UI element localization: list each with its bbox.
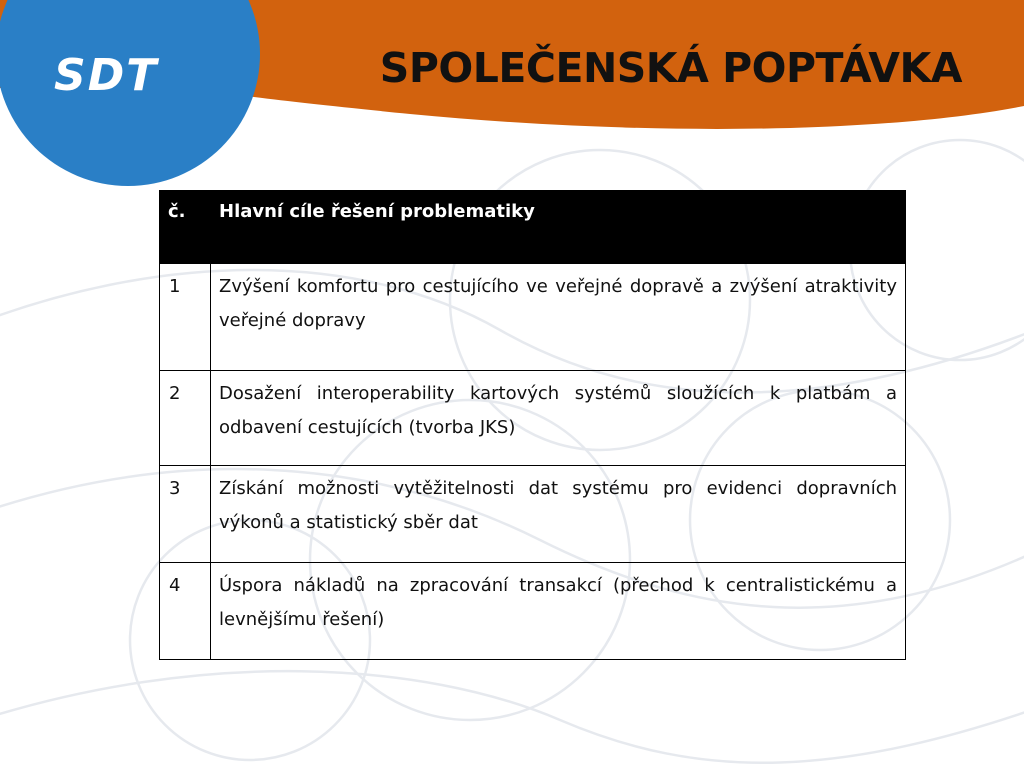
table-row — [160, 563, 906, 660]
sdt-logo-text: SDT — [54, 50, 159, 98]
row-goal-text: Úspora nákladů na zpracování transakcí (přechod k centralistickému a levnějšímu řešení) — [211, 563, 906, 660]
sdt-logo — [50, 50, 200, 98]
row-number: 3 — [160, 466, 211, 563]
table-row — [160, 264, 906, 371]
table-row — [160, 466, 906, 563]
table-header-row — [160, 191, 906, 264]
row-goal-text: Získání možnosti vytěžitelnosti dat systému pro evidenci dopravních výkonů a statistický sběr dat — [211, 466, 906, 563]
row-number: 1 — [160, 264, 211, 371]
page-title: SPOLEČENSKÁ POPTÁVKA — [379, 44, 962, 92]
row-number: 2 — [160, 371, 211, 466]
column-header-number: č. — [160, 191, 211, 264]
row-goal-text: Dosažení interoperability kartových systémů sloužících k platbám a odbavení cestujících (tvorba JKS) — [211, 371, 906, 466]
goals-table — [159, 190, 906, 660]
row-number: 4 — [160, 563, 211, 660]
table-row — [160, 371, 906, 466]
column-header-goals: Hlavní cíle řešení problematiky — [211, 191, 906, 264]
row-goal-text: Zvýšení komfortu pro cestujícího ve veřejné dopravě a zvýšení atraktivity veřejné dopravy — [211, 264, 906, 371]
